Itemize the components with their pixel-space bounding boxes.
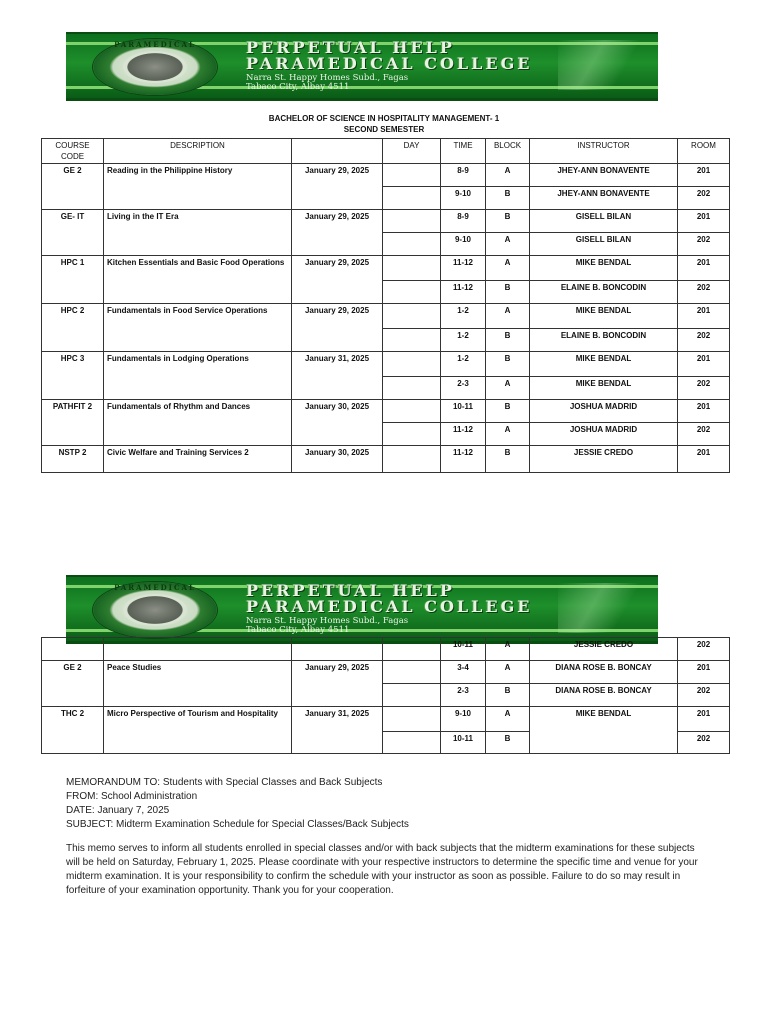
memo-body: This memo serves to inform all students enrolled in special classes and/or with back subjects that the midterm examinations for these subjects will be held on Saturday, February 1, 2025. Please coordinate with your respective instructors to determine the specific time and venue for your midterm examination. It is your responsibility to confirm the schedule with your instructor as soon as possible. Failure to do so may result in forfeiture of your examination opportunity. Thank you for your cooperation. xyxy=(66,843,698,896)
table-row: 9-10 A GISELL BILAN 202 xyxy=(42,233,730,256)
schedule-table xyxy=(41,138,730,473)
college-banner xyxy=(66,32,658,101)
table-row: THC 2 Micro Perspective of Tourism and Hospitality January 31, 2025 9-10 A MIKE BENDAL 201 xyxy=(42,707,730,732)
college-seal-icon: PARAMEDICAL xyxy=(92,581,218,639)
memo-header xyxy=(66,776,706,832)
memo-date: DATE: January 7, 2025 xyxy=(66,805,170,816)
table-row: 11-12 A JOSHUA MADRID 202 xyxy=(42,423,730,446)
table-row: 2-3 A MIKE BENDAL 202 xyxy=(42,377,730,400)
header-time: TIME xyxy=(441,139,486,164)
program-heading xyxy=(0,113,768,135)
header-block: BLOCK xyxy=(486,139,530,164)
schedule-table-page2 xyxy=(41,637,730,754)
header-instructor: INSTRUCTOR xyxy=(530,139,678,164)
table-row: PATHFIT 2 Fundamentals of Rhythm and Dances January 30, 2025 10-11 B JOSHUA MADRID 201 xyxy=(42,400,730,423)
banner-line1: PERPETUAL HELP xyxy=(246,38,455,57)
table-row: 9-10 B JHEY-ANN BONAVENTE 202 xyxy=(42,187,730,210)
table-row: 10-11 A JESSIE CREDO 202 xyxy=(42,638,730,661)
memo-subject: SUBJECT: Midterm Examination Schedule for Special Classes/Back Subjects xyxy=(66,819,409,830)
table-row: HPC 1 Kitchen Essentials and Basic Food Operations January 29, 2025 11-12 A MIKE BENDAL 201 xyxy=(42,256,730,281)
program-title: BACHELOR OF SCIENCE IN HOSPITALITY MANAGEMENT- 1 xyxy=(268,114,500,123)
table-row: HPC 2 Fundamentals in Food Service Operations January 29, 2025 1-2 A MIKE BENDAL 201 xyxy=(42,304,730,329)
table-row: NSTP 2 Civic Welfare and Training Services 2 January 30, 2025 11-12 B JESSIE CREDO 201 xyxy=(42,446,730,473)
table-row: 2-3 B DIANA ROSE B. BONCAY 202 xyxy=(42,684,730,707)
header-room: ROOM xyxy=(678,139,730,164)
college-seal-icon: PARAMEDICAL xyxy=(92,38,218,96)
table-row: GE 2 Peace Studies January 29, 2025 3-4 A DIANA ROSE B. BONCAY 201 xyxy=(42,661,730,684)
college-banner-page2: PARAMEDICAL PERPETUAL HELP PARAMEDICAL COLLEGE Narra St. Happy Homes Subd., Fagas Tabaco City, Albay 4511 xyxy=(66,575,658,644)
semester-title: SECOND SEMESTER xyxy=(343,125,425,134)
banner-address: Narra St. Happy Homes Subd., Fagas Tabaco City, Albay 4511 xyxy=(246,73,409,92)
memo-to: MEMORANDUM TO: Students with Special Classes and Back Subjects xyxy=(66,777,383,788)
table-row: GE 2 Reading in the Philippine History January 29, 2025 8-9 A JHEY-ANN BONAVENTE 201 xyxy=(42,164,730,187)
banner-line2: PARAMEDICAL COLLEGE xyxy=(246,54,533,73)
header-description: DESCRIPTION xyxy=(104,139,292,164)
table-row: GE- IT Living in the IT Era January 29, 2025 8-9 B GISELL BILAN 201 xyxy=(42,210,730,233)
header-course-code: COURSE CODE xyxy=(42,139,104,164)
table-row: 1-2 B ELAINE B. BONCODIN 202 xyxy=(42,329,730,352)
table-row: HPC 3 Fundamentals in Lodging Operations January 31, 2025 1-2 B MIKE BENDAL 201 xyxy=(42,352,730,377)
table-row: 11-12 B ELAINE B. BONCODIN 202 xyxy=(42,281,730,304)
header-day: DAY xyxy=(383,139,441,164)
memo-from: FROM: School Administration xyxy=(66,791,198,802)
header-date xyxy=(292,139,383,164)
table-row: 10-11 B 202 xyxy=(42,732,730,754)
